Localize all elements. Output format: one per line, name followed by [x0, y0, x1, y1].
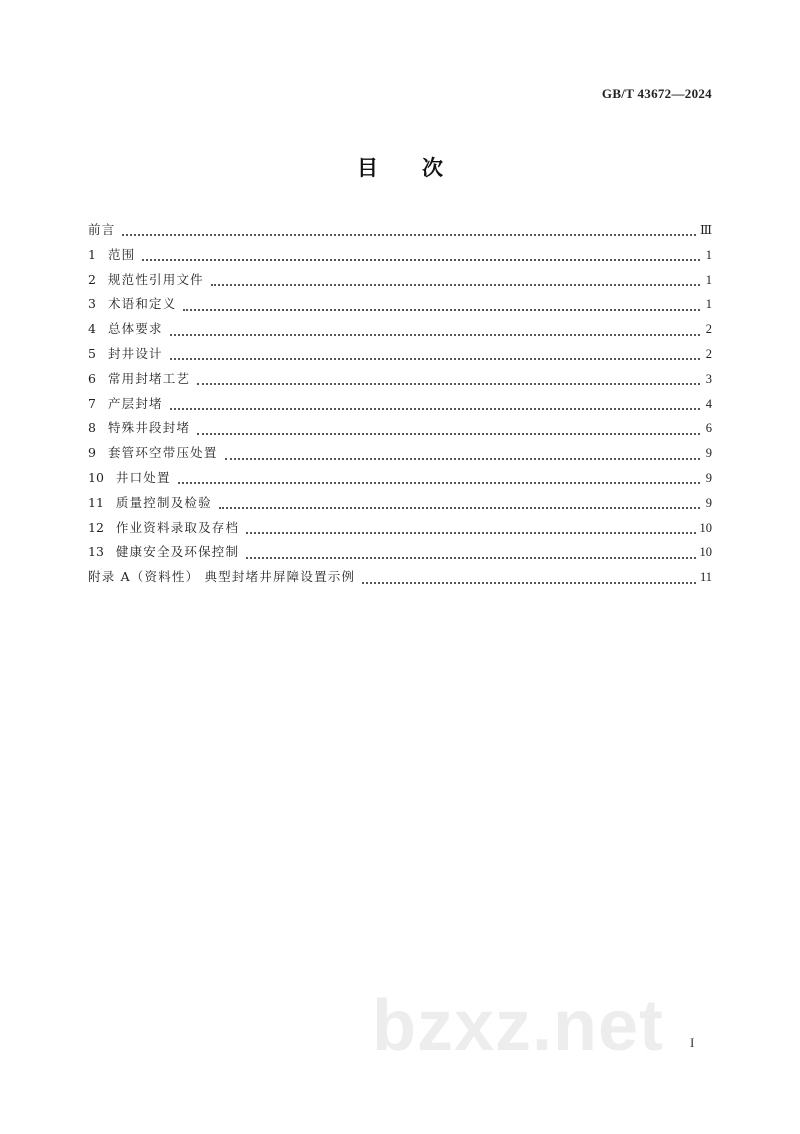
toc-section-number: 13	[88, 544, 104, 560]
dot-leader	[219, 507, 700, 509]
toc-entry-6[interactable]	[88, 370, 712, 395]
toc-section-number: 10	[88, 469, 104, 485]
toc-section-number: 9	[88, 445, 96, 461]
dot-leader	[122, 234, 696, 236]
dot-leader	[225, 458, 700, 460]
toc-label: 范围	[107, 246, 136, 262]
standard-code: GB/T 43672—2024	[601, 86, 712, 101]
toc-label: 产层封堵	[107, 395, 163, 411]
toc-page-number: 9	[705, 470, 712, 485]
toc-label: 总体要求	[107, 321, 163, 337]
toc-label: 健康安全及环保控制	[115, 544, 240, 560]
toc-entry-13[interactable]	[88, 543, 712, 568]
toc-entry-8[interactable]	[88, 419, 712, 444]
toc-section-number: 2	[88, 271, 96, 287]
toc-entry-11[interactable]	[88, 494, 712, 519]
toc-section-number: 3	[88, 296, 96, 312]
toc-section-number: 7	[88, 395, 96, 411]
toc-label: 常用封堵工艺	[107, 370, 191, 386]
toc-entry-2[interactable]	[88, 271, 712, 296]
page-number: I	[690, 1035, 695, 1050]
toc-entry-preface[interactable]	[88, 221, 712, 246]
dot-leader	[183, 309, 700, 311]
toc-entry-appendix-a[interactable]	[88, 568, 712, 593]
dot-leader	[246, 532, 695, 534]
toc-page-number: 10	[699, 545, 712, 560]
toc-page-number: 2	[705, 322, 712, 337]
toc-label: 封井设计	[107, 345, 163, 361]
toc-page-number: 1	[705, 272, 712, 287]
toc-entry-10[interactable]	[88, 469, 712, 494]
dot-leader	[170, 358, 700, 360]
toc-page-number: 1	[705, 297, 712, 312]
toc-entry-3[interactable]	[88, 295, 712, 320]
toc-label: 特殊井段封堵	[107, 420, 191, 436]
toc-label: 作业资料录取及存档	[115, 519, 240, 535]
dot-leader	[170, 334, 700, 336]
toc-label: 质量控制及检验	[115, 494, 212, 510]
toc-page-number: Ⅲ	[699, 223, 712, 237]
dot-leader	[142, 259, 700, 261]
page-title: 目次	[357, 155, 487, 180]
toc-label: 术语和定义	[107, 296, 177, 312]
toc-entry-12[interactable]	[88, 519, 712, 544]
dot-leader	[246, 557, 695, 559]
toc-entry-1[interactable]	[88, 246, 712, 271]
dot-leader	[362, 582, 696, 584]
toc-label: 前言	[88, 222, 116, 237]
toc-label: 套管环空带压处置	[107, 445, 218, 461]
toc-section-number: 5	[88, 345, 96, 361]
toc-section-number: 4	[88, 321, 96, 337]
dot-leader	[197, 433, 700, 435]
toc-page-number: 11	[699, 570, 712, 585]
toc-section-number: 12	[88, 519, 104, 535]
toc-entry-9[interactable]	[88, 444, 712, 469]
toc-page-number: 3	[705, 371, 712, 386]
toc-page-number: 9	[705, 495, 712, 510]
toc-section-number: 11	[88, 494, 104, 510]
toc-entry-7[interactable]	[88, 395, 712, 420]
toc-label: 规范性引用文件	[107, 271, 204, 287]
site-watermark: bzxz.net	[372, 986, 665, 1066]
toc-entry-5[interactable]	[88, 345, 712, 370]
toc-page-number: 9	[705, 446, 712, 461]
toc-page-number: 1	[705, 247, 712, 262]
dot-leader	[197, 383, 700, 385]
toc-label: 附录 A（资料性） 典型封堵井屏障设置示例	[88, 569, 356, 585]
dot-leader	[211, 284, 700, 286]
toc-page-number: 2	[705, 346, 712, 361]
toc-section-number: 1	[88, 246, 96, 262]
toc-label: 井口处置	[115, 469, 171, 485]
table-of-contents	[88, 221, 712, 593]
toc-page-number: 6	[705, 421, 712, 436]
toc-page-number: 10	[699, 520, 712, 535]
toc-section-number: 8	[88, 420, 96, 436]
toc-page-number: 4	[705, 396, 712, 411]
toc-section-number: 6	[88, 370, 96, 386]
dot-leader	[178, 482, 700, 484]
dot-leader	[170, 408, 700, 410]
toc-entry-4[interactable]	[88, 320, 712, 345]
